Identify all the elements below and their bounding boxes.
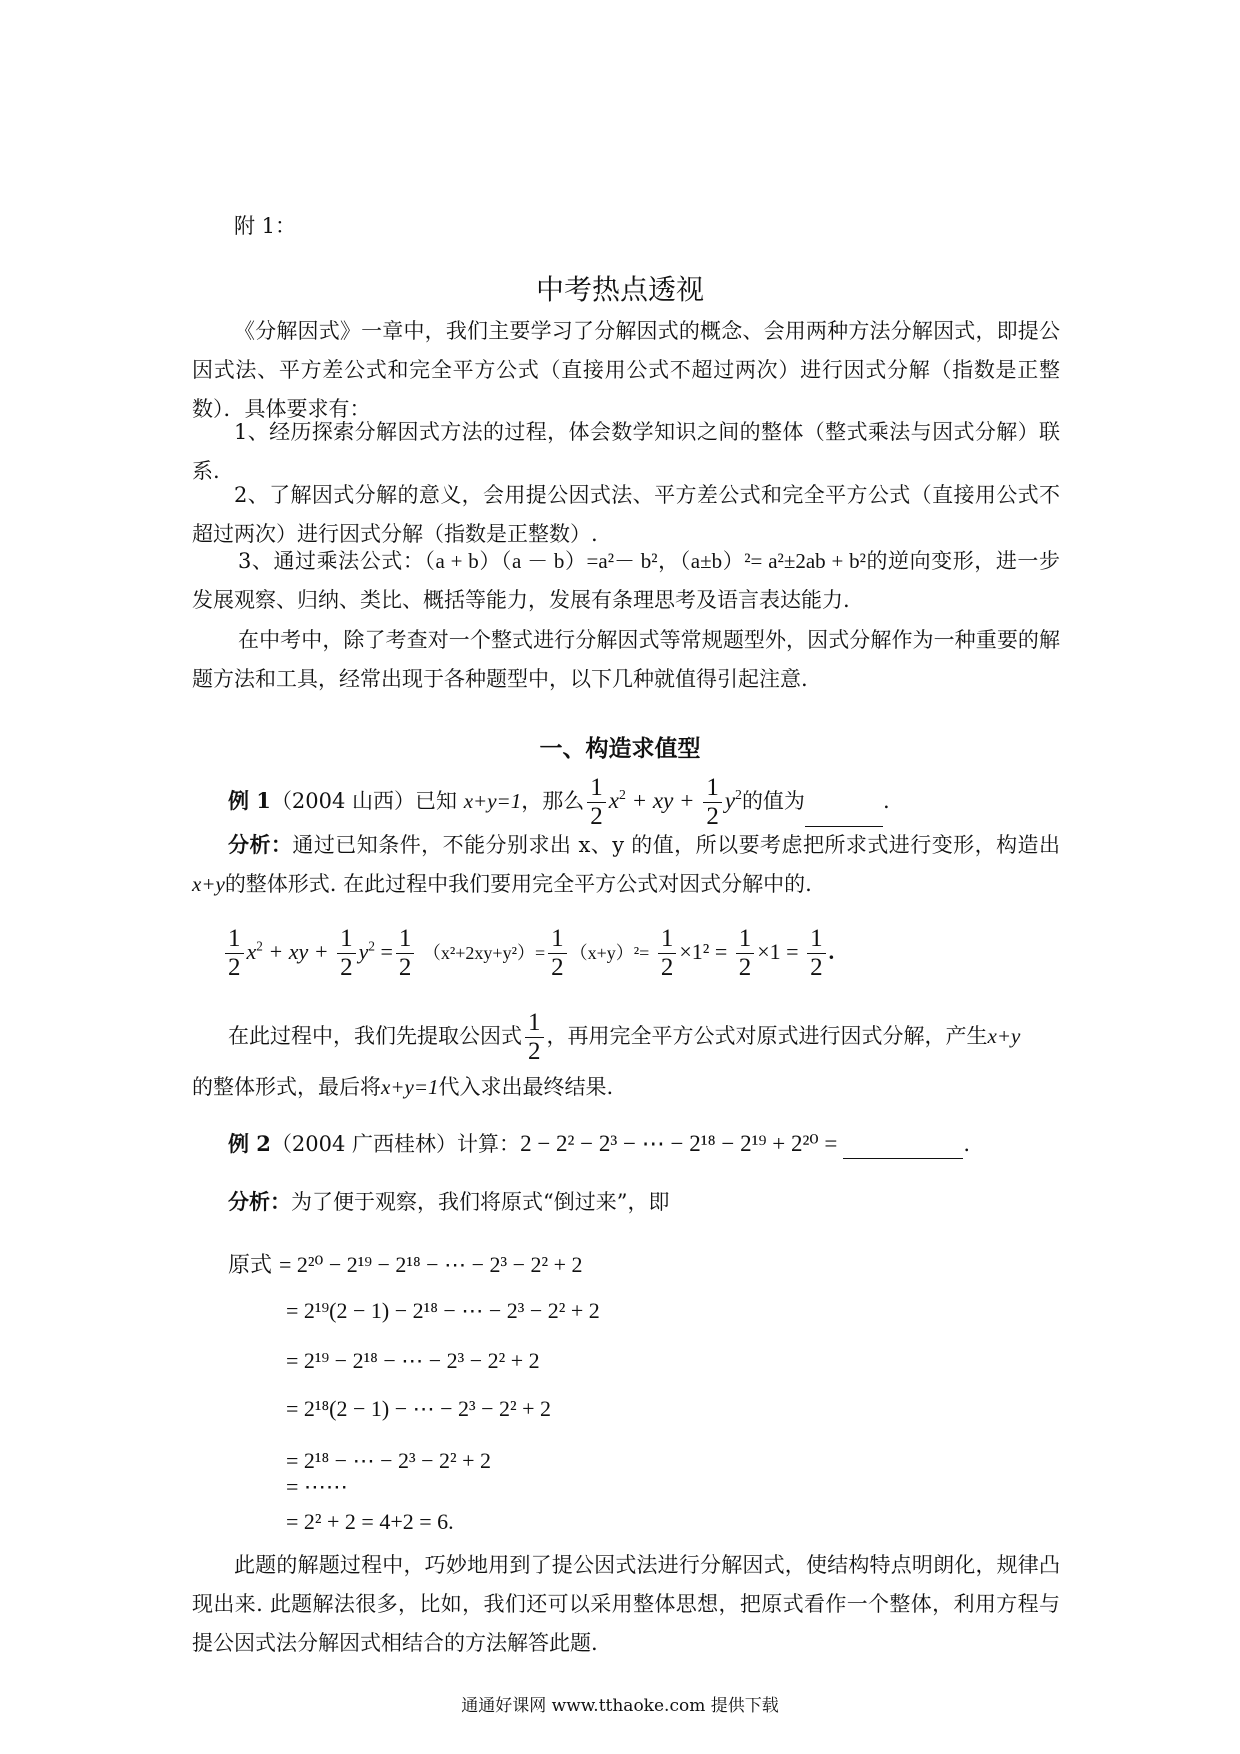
intro-paragraph: 《分解因式》一章中，我们主要学习了分解因式的概念、会用两种方法分解因式，即提公因式法、平方差公式和完全平方公式（直接用公式不超过两次）进行因式分解（指数是正整数）．具体要求有： [192,319,1060,421]
example-1-suffix: 的值为 [741,788,805,813]
analysis-2-conclusion: 此题的解题过程中，巧妙地用到了提公因式法进行分解因式，使结构特点明朗化，规律凸现出来. 此题解法很多，比如，我们还可以采用整体思想，把原式看作一个整体，利用方程与提公因式法分解因式相结合的方法解答此题. [192,1553,1060,1655]
answer-blank [843,1130,963,1159]
fraction: $\frac{1}{2}$ [703,774,722,831]
example-1-expression: $\frac{1}{2}$ $x^2$ + xy + $\frac{1}{2}$ $y^2$ [584,788,742,813]
requirement-1: 1、经历探索分解因式方法的过程，体会数学知识之间的整体（整式乘法与因式分解）联系. [192,420,1060,483]
analysis-1-note-line1: 在此过程中，我们先提取公因式 $\frac{1}{2}$ ，再用完全平方公式对原式进行因式分解，产生x+y [228,1009,1021,1065]
answer-blank [805,776,883,827]
derivation-step: = 2¹⁹ − 2¹⁸ − ⋯ − 2³ − 2² + 2 [286,1348,540,1373]
req3-prefix: 3、通过乘法公式： [238,549,425,573]
fraction: $\frac{1}{2}$ [587,774,606,831]
analysis-2-label: 分析： [228,1189,291,1214]
req3-suffix: 的逆向变形，进一步发展观察、归纳、类比、概括等能力，发展有条理思考及语言表达能力. [192,549,1060,612]
exam-note: 在中考中，除了考查对一个整式进行分解因式等常规题型外，因式分解作为一种重要的解题方法和工具，经常出现于各种题型中，以下几种就值得引起注意. [192,628,1060,691]
derivation-step: = ⋯⋯ [286,1474,348,1499]
analysis-1-label: 分析： [228,832,293,857]
example-1-source: （2004 山西）已知 [270,788,464,813]
example-1-condition: x+y=1 [463,788,522,813]
page-footer: 通通好课网 www.tthaoke.com 提供下载 [461,1696,779,1716]
analysis-1-note-line2: 的整体形式，最后将x+y=1代入求出最终结果. [192,1075,614,1099]
page-title: 中考热点透视 [535,273,704,306]
derivation-step: 原式 = 2²⁰ − 2¹⁹ − 2¹⁸ − ⋯ − 2³ − 2² + 2 [228,1252,583,1278]
requirement-3 [192,542,1060,620]
example-2-label: 例 2 [228,1131,271,1156]
analysis-1: 分析：通过已知条件，不能分别求出 x、y 的值，所以要考虑把所求式进行变形，构造出x+y的整体形式. 在此过程中我们要用完全平方公式对因式分解中的. [192,832,1061,896]
analysis-1-calculation: $\frac{1}{2}$ $x^2$ + xy + $\frac{1}{2}$ $y^2$ = $\frac{1}{2}$ （x²+2xy+y²）= $\frac{1}{2}$ （x+y）²= $\frac{1}{2}$ ×1² = $\frac{1}{2}$ ×1 = $\frac{1}{2}$ . [222,922,834,983]
derivation-step: = 2² + 2 = 4+2 = 6. [286,1509,454,1534]
derivation-step: = 2¹⁹(2 − 1) − 2¹⁸ − ⋯ − 2³ − 2² + 2 [286,1298,600,1323]
derivation-step: = 2¹⁸ − ⋯ − 2³ − 2² + 2 [286,1448,491,1473]
example-1-mid: ，那么 [521,788,585,813]
analysis-2: 分析：为了便于观察，我们将原式“倒过来”，即 [228,1189,670,1214]
example-1: 例 1（2004 山西）已知 x+y=1，那么 $\frac{1}{2}$ $x^2$ + xy + $\frac{1}{2}$ $y^2$的值为 . [228,774,890,830]
section-title: 一、构造求值型 [539,735,701,762]
requirement-2: 2、了解因式分解的意义，会用提公因式法、平方差公式和完全平方公式（直接用公式不超过两次）进行因式分解（指数是正整数）. [192,483,1060,546]
example-2-expression: 2 − 2² − 2³ − ⋯ − 2¹⁸ − 2¹⁹ + 2²⁰ = [520,1131,838,1156]
example-2: 例 2（2004 广西桂林）计算：2 − 2² − 2³ − ⋯ − 2¹⁸ − 2¹⁹ + 2²⁰ = . [228,1130,970,1159]
example-1-label: 例 1 [228,787,271,813]
derivation-step: = 2¹⁸(2 − 1) − ⋯ − 2³ − 2² + 2 [286,1396,552,1421]
req3-formula: （a + b）（a － b）=a²－ b²，（a±b）²= a²±2ab + b² [424,549,866,573]
appendix-label: 附 1： [234,214,297,238]
